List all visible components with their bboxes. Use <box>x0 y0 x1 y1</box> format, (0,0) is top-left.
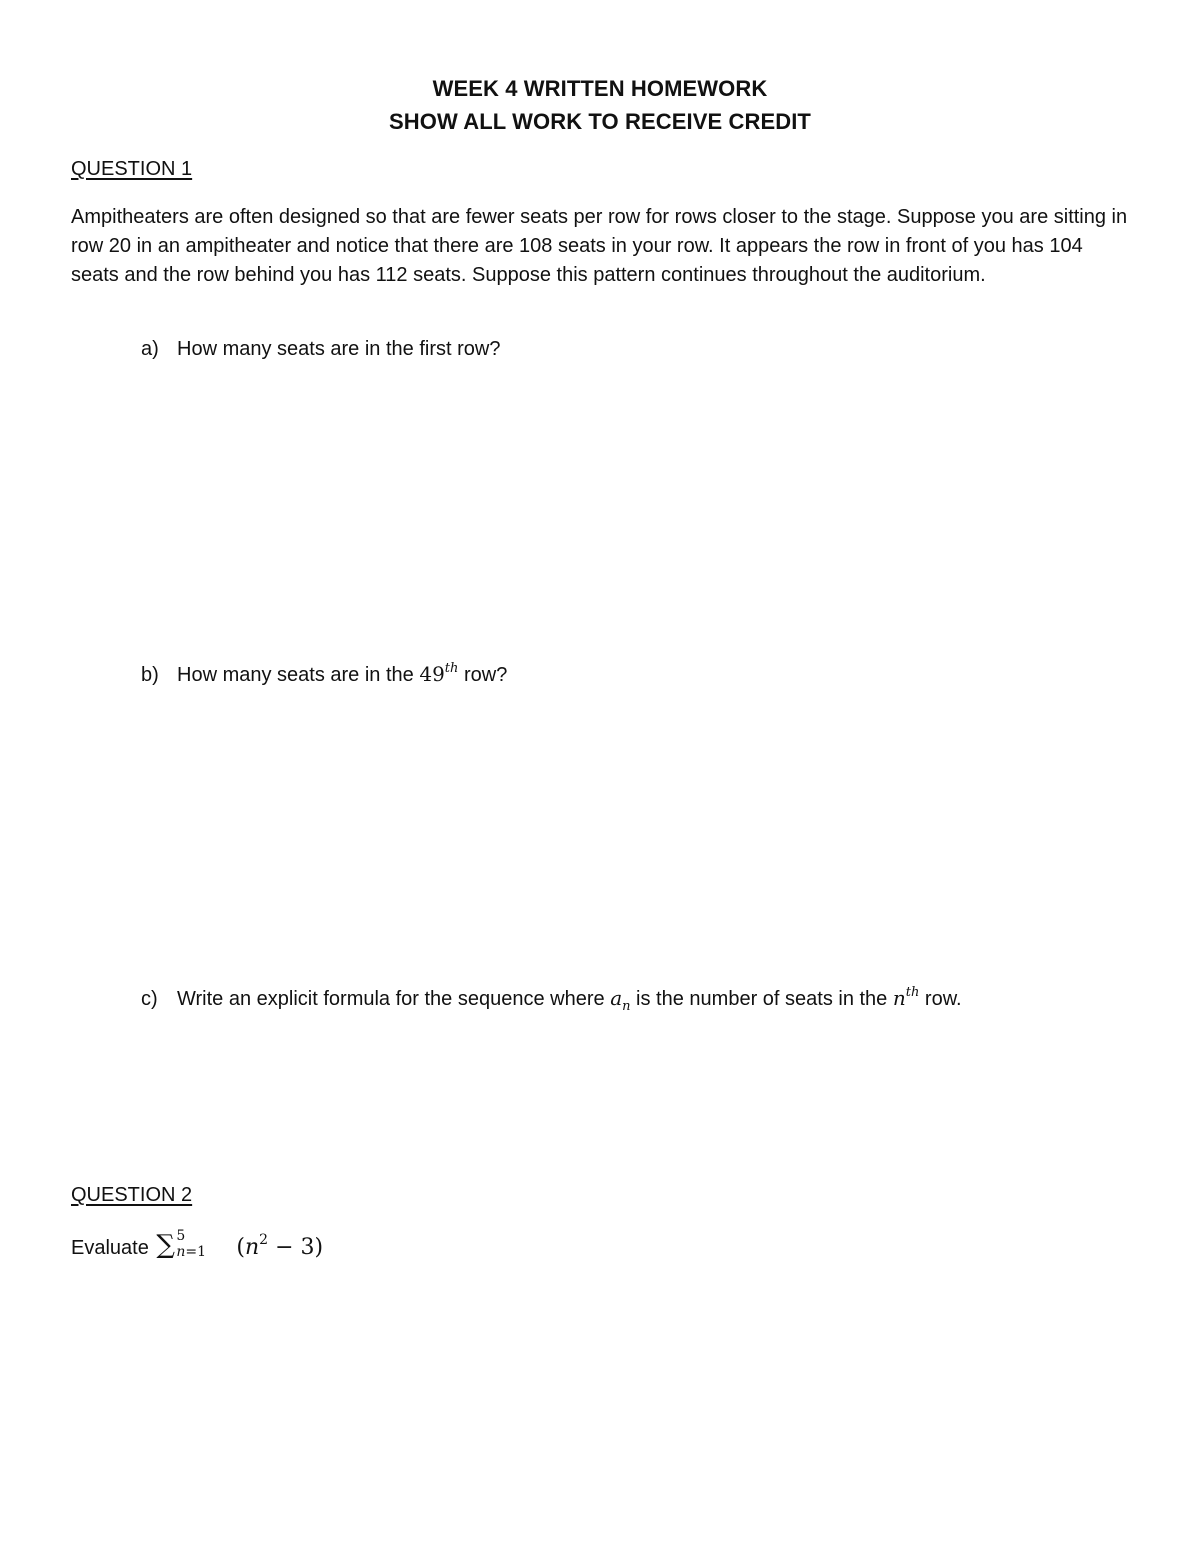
question-1-heading: QUESTION 1 <box>71 158 193 180</box>
part-b-ordinal-suffix: th <box>444 661 459 676</box>
part-b-ordinal <box>419 662 458 686</box>
sigma-symbol: ∑ <box>156 1230 175 1260</box>
part-c-ordinal-var: n <box>892 986 906 1010</box>
part-c-ordinal <box>893 986 920 1010</box>
document-subtitle: SHOW ALL WORK TO RECEIVE CREDIT <box>389 109 811 134</box>
expr-open-paren: ( <box>236 1235 245 1260</box>
question-1-part-c <box>141 985 962 1014</box>
part-b-label: b) <box>141 664 159 686</box>
question-1-part-b <box>141 662 507 687</box>
part-b-text-before: How many seats are in the <box>177 664 420 686</box>
expr-rest: − 3) <box>268 1235 324 1260</box>
part-c-ordinal-suffix: th <box>905 985 920 1000</box>
sum-index-var: n <box>176 1244 186 1260</box>
question-2-prompt: Evaluate <box>71 1237 155 1259</box>
question-2-expression <box>71 1228 324 1262</box>
question-1-body: Ampitheaters are often designed so that are fewer seats per row for rows closer to the stage. Suppose you are sitting in row 20 in an ampitheater and notice that there are 108 seats in your row. It appears the row in front of you has 104 seats and the row behind you has 112 seats. Suppose this pattern continues throughout the auditorium. <box>71 206 1128 286</box>
part-a-text: How many seats are in the first row? <box>177 338 501 360</box>
question-2-heading: QUESTION 2 <box>71 1184 193 1206</box>
part-c-text-after: row. <box>919 988 962 1010</box>
part-c-label: c) <box>141 988 158 1010</box>
sequence-term-a-n <box>610 986 631 1014</box>
sum-lower-limit <box>176 1244 206 1260</box>
part-c-text-before: Write an explicit formula for the sequence where <box>177 988 611 1010</box>
part-b-text-after: row? <box>458 664 508 686</box>
sum-upper-limit: 5 <box>176 1228 186 1244</box>
sequence-term-base: a <box>610 986 623 1010</box>
sum-expression <box>236 1232 324 1260</box>
part-a-label: a) <box>141 338 159 360</box>
question-1-part-a <box>141 338 500 361</box>
expr-exponent: 2 <box>259 1232 269 1248</box>
sequence-term-subscript: n <box>622 999 631 1014</box>
expr-var: n <box>244 1235 260 1260</box>
document-title: WEEK 4 WRITTEN HOMEWORK <box>432 76 768 101</box>
sum-index-start: =1 <box>185 1244 207 1260</box>
summation <box>154 1228 236 1262</box>
part-b-ordinal-number: 49 <box>419 662 445 686</box>
part-c-text-middle: is the number of seats in the <box>630 988 893 1010</box>
